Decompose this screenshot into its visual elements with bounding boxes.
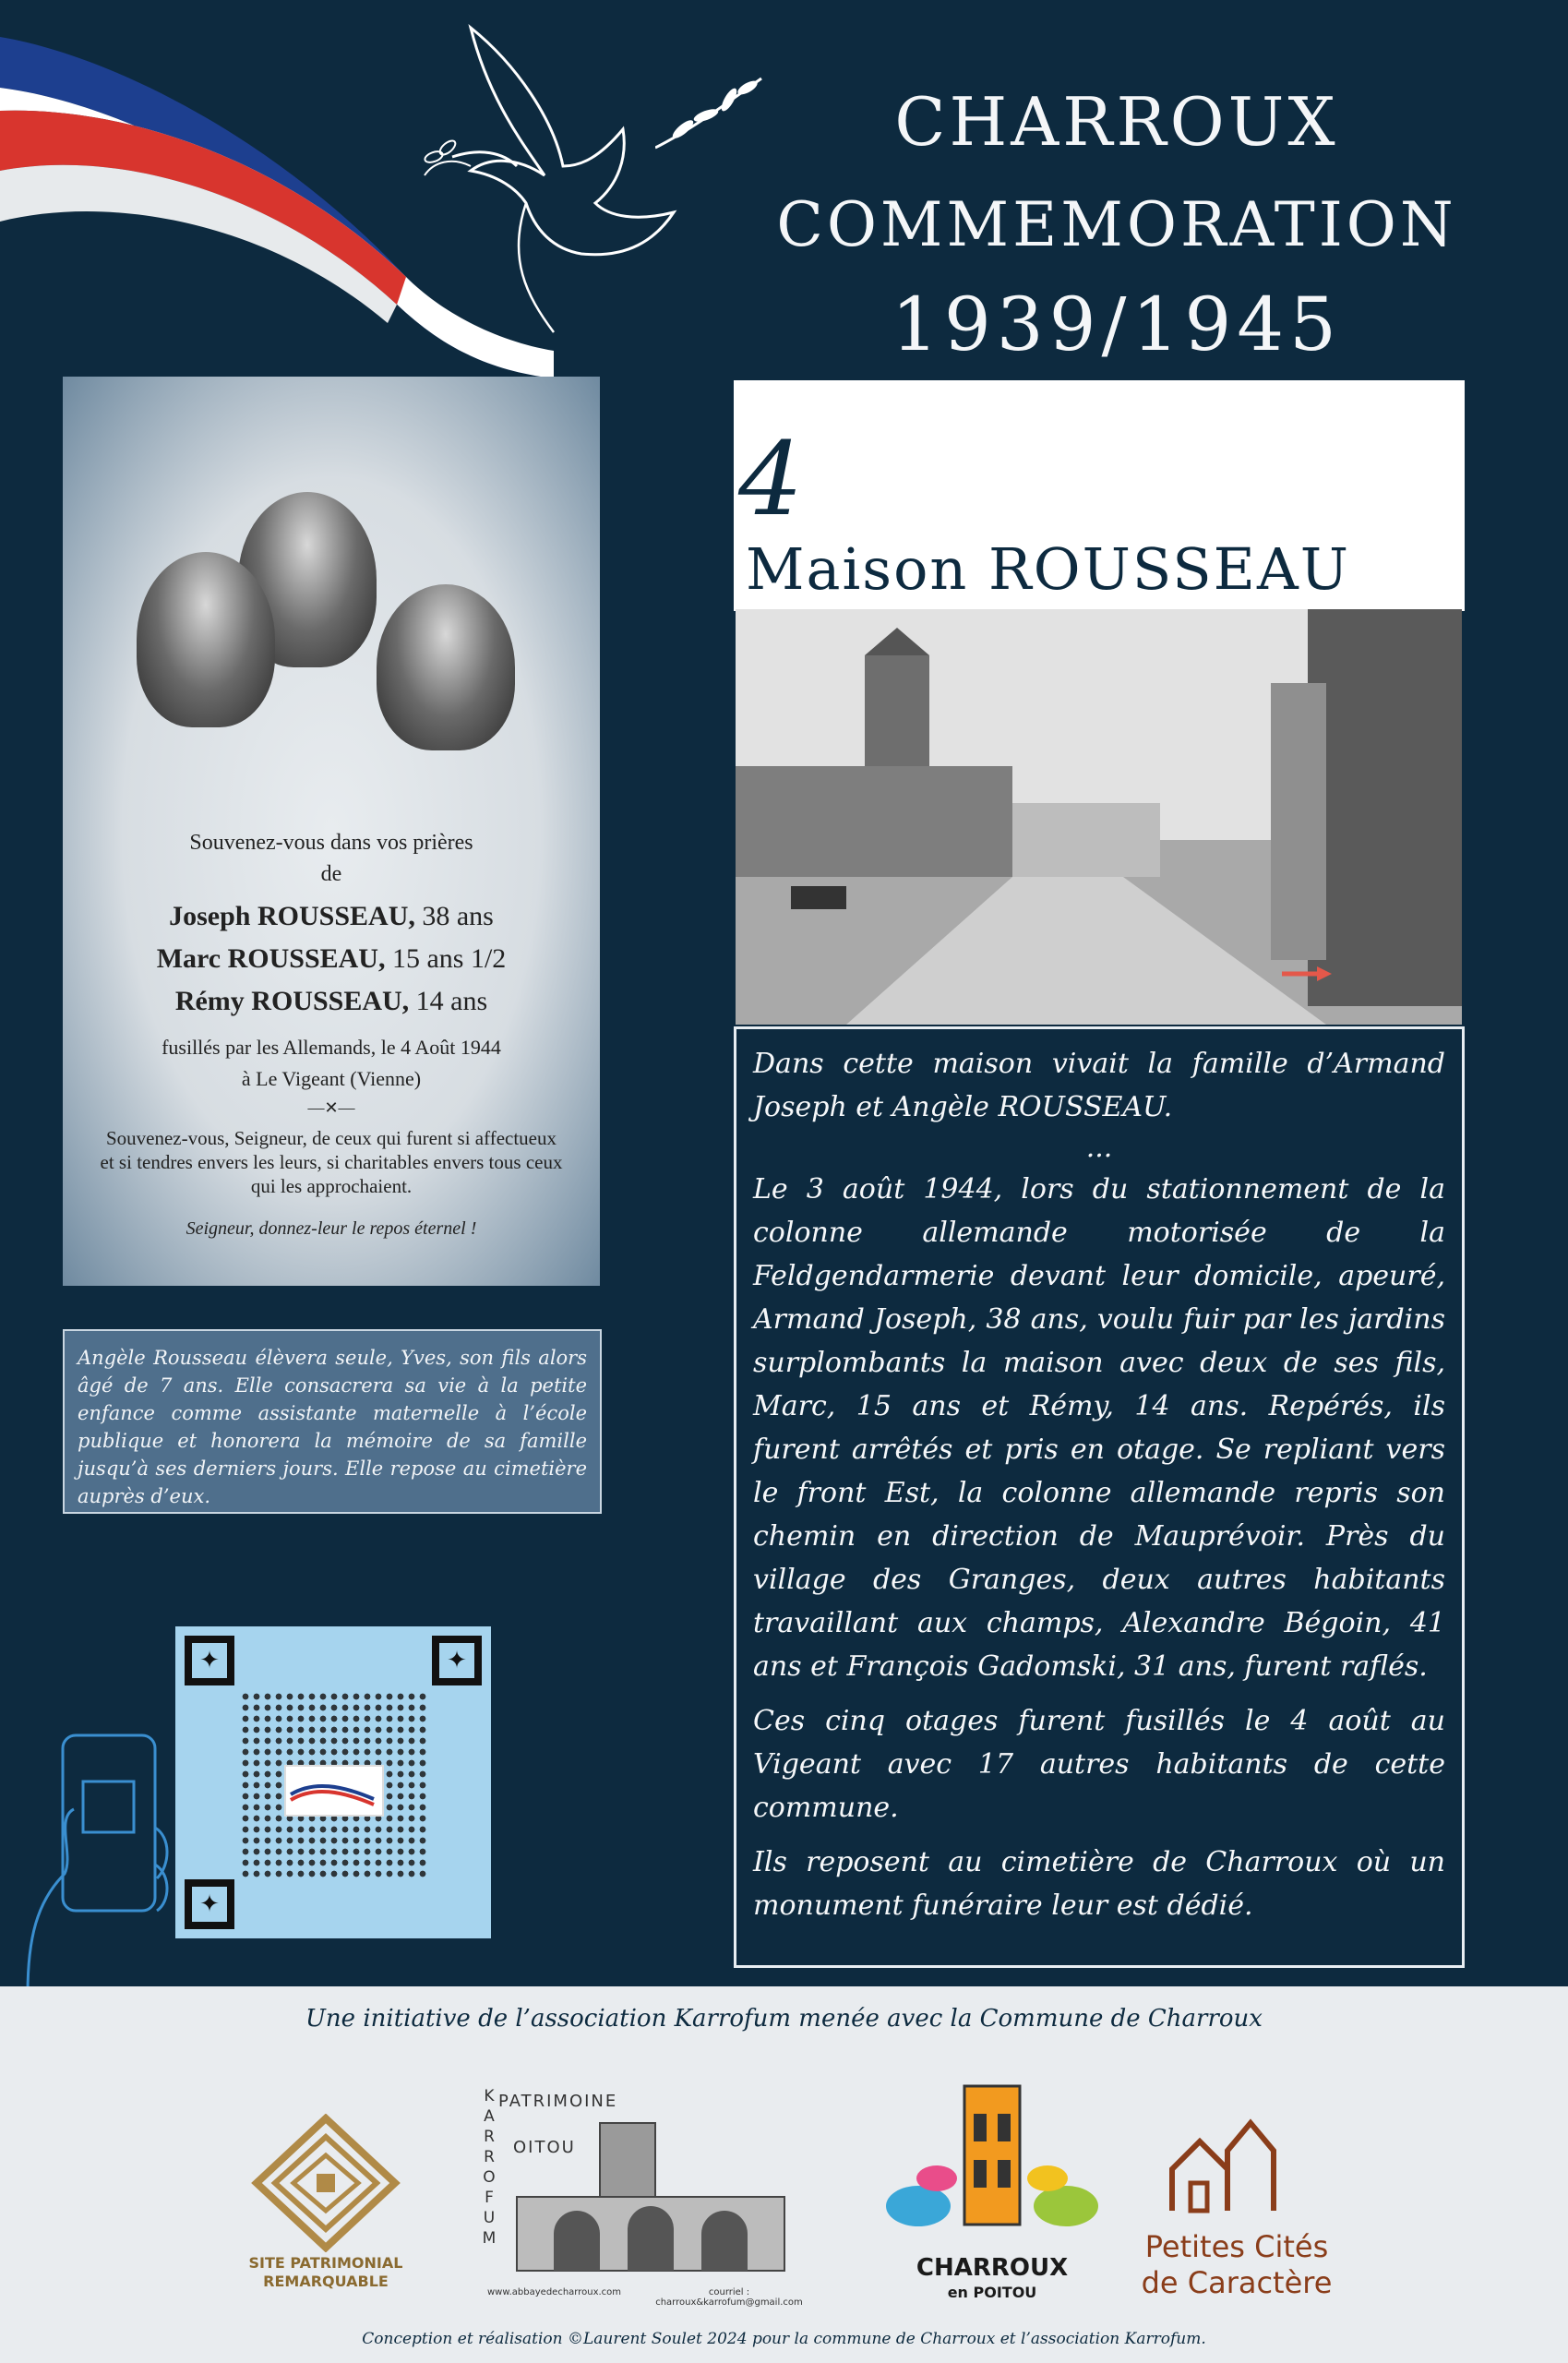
memorial-rest: Seigneur, donnez-leur le repos éternel ! [186,1218,477,1239]
qr-finder-icon [185,1636,234,1685]
historical-photo [736,609,1462,1025]
person-name: Rémy ROUSSEAU, [174,986,410,1016]
title-line1: CHARROUX [894,83,1339,161]
phone-hand-icon [18,1717,175,1994]
text-paragraph-3: Ces cinq otages furent fusillés le 4 août au Vigeant avec 17 autres habitants de cette commune. [753,1705,1445,1824]
qr-finder-icon [185,1879,234,1929]
title-line3: 1939/1945 [891,282,1343,367]
charroux-logo-line1: CHARROUX [916,2254,1069,2282]
memorial-separator: —✕— [307,1098,355,1117]
person-name: Marc ROUSSEAU, [156,943,386,974]
text-paragraph-4: Ils reposent au cimetière de Charroux où un monument funéraire leur est dédié. [753,1846,1445,1922]
charroux-en-poitou-logo [881,2077,1103,2308]
karrofum-logo [480,2068,812,2308]
memorial-person [63,943,600,975]
memorial-de: de [320,862,342,886]
karrofum-url: www.abbayedecharroux.com [487,2287,622,2297]
karrofum-poitou: OITOU [513,2138,576,2157]
memorial-shot: fusillés par les Allemands, le 4 Août 1944 [162,1036,501,1059]
memorial-person [63,901,600,932]
memorial-person [63,986,600,1017]
person-age: 38 ans [414,901,494,931]
text-ellipsis: ... [1085,1132,1113,1164]
site-patrimonial-line2: REMARQUABLE [263,2273,389,2290]
karrofum-email: courriel : charroux&karrofum@gmail.com [655,2287,803,2308]
main-text-panel [734,1026,1465,1968]
text-paragraph-1: Dans cette maison vivait la famille d’Armand Joseph et Angèle ROUSSEAU. [753,1048,1445,1123]
qr-finder-icon [432,1636,482,1685]
qr-logo-icon [284,1765,384,1817]
section-title: Maison ROUSSEAU [746,535,1350,603]
site-patrimonial-logo [247,2114,404,2298]
charroux-logo-line2: en POITOU [947,2284,1037,2301]
petites-cites-line1: Petites Cités [1144,2229,1329,2264]
memorial-remember: Souvenez-vous dans vos prières [189,831,473,855]
person-age: 14 ans [409,986,488,1016]
karrofum-vertical: KARROFUM [482,2087,497,2248]
qr-code[interactable] [175,1626,491,1938]
title-line2: COMMEMORATION [776,189,1457,260]
portrait-marc [137,552,275,727]
memorial-prayer: Souvenez-vous, Seigneur, de ceux qui furent si affectueux et si tendres envers les leurs, si charitables envers tous ceux qui les approchaient. [100,1127,563,1197]
text-paragraph-2: Le 3 août 1944, lors du stationnement de la colonne allemande motorisée de la Feldgendarmerie devant leur domicile, apeuré, Armand Joseph, 38 ans, voulu fuir par les jardins surplombants la maison avec deux de ses fils, Marc, 15 ans et Rémy, 14 ans. Repérés, ils furent arrêtés et pris en otage. Se repliant vers le front Est, la colonne allemande repris son chemin en direction de Mauprévoir. Près du village des Granges, deux autres habitants travaillant aux champs, Alexandre Bégoin, 41 ans et François Gadomski, 31 ans, furent raflés. [753,1173,1445,1683]
section-number: 4 [738,420,803,538]
portrait-remy [377,584,515,750]
memorial-place: à Le Vigeant (Vienne) [241,1067,422,1090]
karrofum-patrimoine: PATRIMOINE [498,2092,618,2111]
petites-cites-line2: de Caractère [1141,2265,1333,2300]
caption-box: Angèle Rousseau élèvera seule, Yves, son fils alors âgé de 7 ans. Elle consacrera sa vie à la petite enfance comme assistante maternelle à l’école publique et honorera la mémoire de sa famille jusqu’à ses derniers jours. Elle repose au cimetière auprès d’eux. [63,1329,602,1514]
site-patrimonial-line1: SITE PATRIMONIAL [248,2254,403,2272]
person-name: Joseph ROUSSEAU, [169,901,415,931]
footer-initiative: Une initiative de l’association Karrofum menée avec la Commune de Charroux [305,2005,1263,2033]
footer-credits: Conception et réalisation ©Laurent Soulet 2024 pour la commune de Charroux et l’association Karrofum. [362,2330,1206,2348]
memorial-card [63,377,600,1286]
person-age: 15 ans 1/2 [385,943,507,974]
dove-icon [415,18,692,351]
petites-cites-logo [1135,2114,1338,2308]
